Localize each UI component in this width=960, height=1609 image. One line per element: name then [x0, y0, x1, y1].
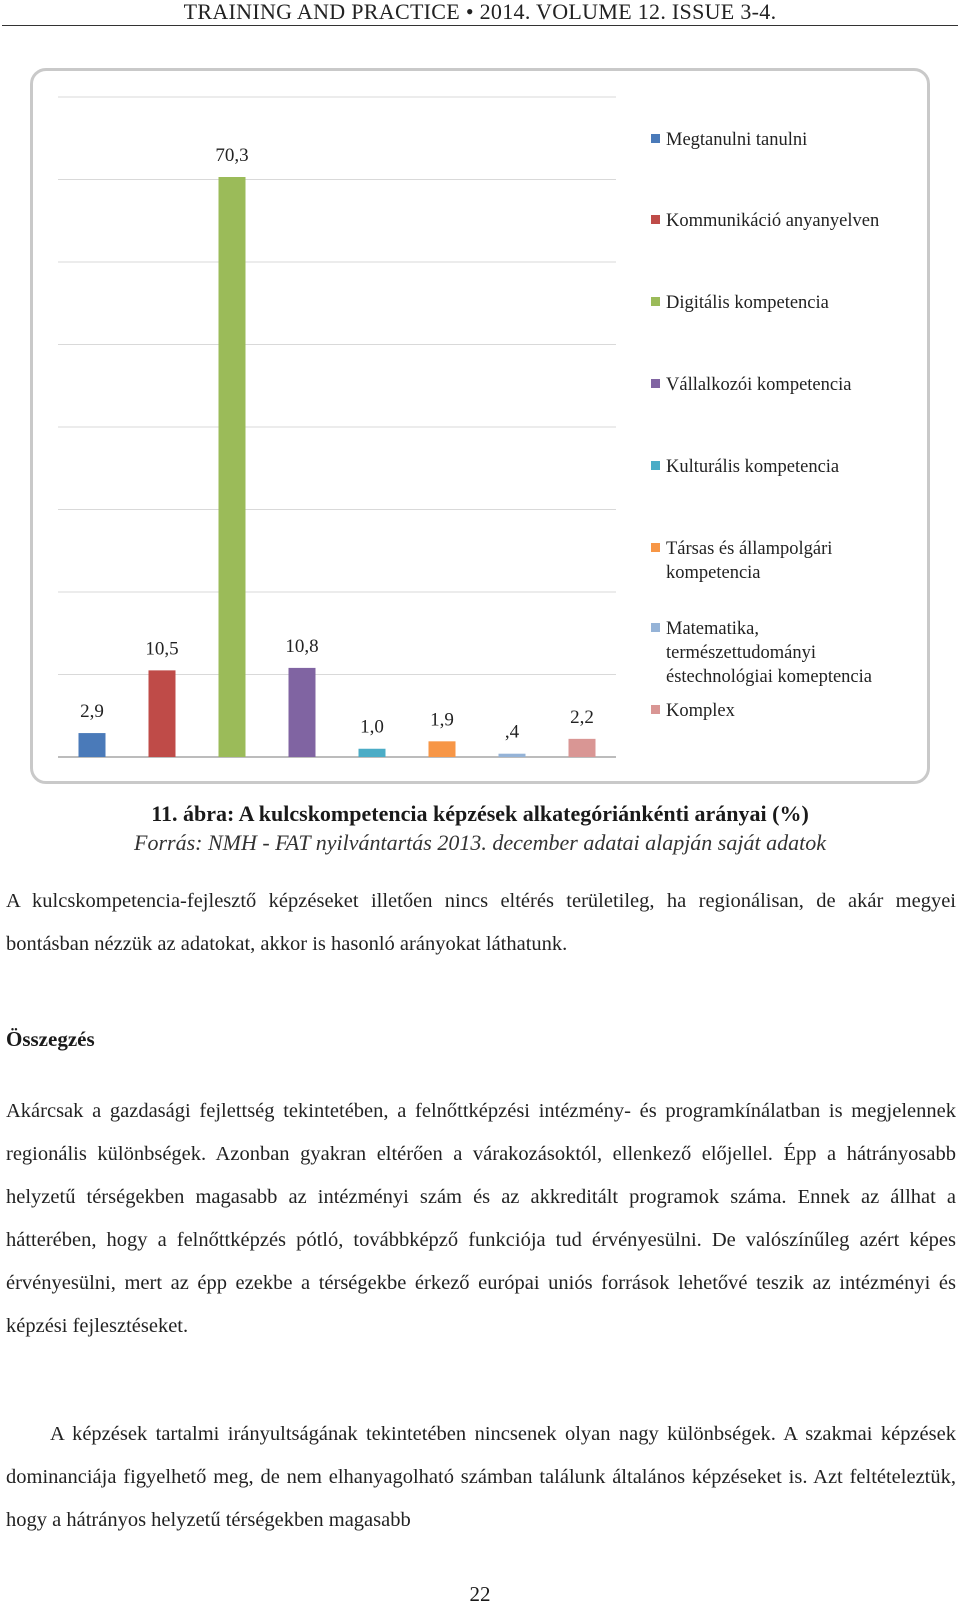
legend-label: természettudományi: [666, 643, 817, 663]
data-label: 1,9: [430, 709, 454, 731]
legend-label: Megtanulni tanulni: [666, 130, 808, 150]
legend-label: Matematika,: [666, 619, 759, 639]
bar: [359, 749, 386, 757]
legend-label: Vállalkozói kompetencia: [666, 375, 852, 395]
bar-chart: [0, 0, 960, 800]
bar: [219, 177, 246, 757]
data-label: 70,3: [215, 145, 249, 166]
legend-label: Kulturális kompetencia: [666, 457, 840, 477]
bar: [79, 733, 106, 757]
page-number: 22: [469, 1582, 491, 1606]
data-label: 10,8: [285, 635, 319, 657]
legend-swatch: [651, 461, 660, 470]
legend-swatch: [651, 134, 660, 143]
data-label: ,4: [504, 721, 520, 743]
section-heading: Összegzés: [6, 1027, 95, 1051]
bar: [149, 670, 176, 757]
paragraph-2: Akárcsak a gazdasági fejlettség tekintetében, a felnőttképzési intézmény- és programkínálatban is megjelennek regionális különbségek. Azonban gyakran eltérően a várakozásoktól, ellenkező előjellel. Épp a hátrányosabb helyzetű térségekben magasabb az intézményi szám és az akkreditált programok száma. Ennek az állhat a hátterében, hogy a felnőttképzés pótló, továbbképző funkciója tud érvényesülni. De valószínűleg azért képes érvényesülni, mert az épp ezekbe a térségekbe érkező európai uniós források lehetővé teszik az intézményi és képzési fejlesztéseket.: [6, 1100, 956, 1337]
legend-label: Komplex: [666, 701, 735, 721]
legend-swatch: [651, 705, 660, 714]
legend-swatch: [651, 379, 660, 388]
bar: [499, 754, 526, 757]
running-header: TRAINING AND PRACTICE • 2014. VOLUME 12. ISSUE 3-4.: [183, 0, 777, 24]
data-label: 10,5: [145, 638, 179, 660]
paragraph-3: A képzések tartalmi irányultságának tekintetében nincsenek olyan nagy különbségek. A szakmai képzések dominanciája figyelhető meg, de nem elhanyagolható számban találunk általános képzéseket is. Azt feltételeztük, hogy a hátrányos helyzetű térségekben magasabb: [6, 1423, 956, 1531]
legend-swatch: [651, 623, 660, 632]
legend-label: Társas és állampolgári: [666, 539, 833, 559]
legend-label: Digitális kompetencia: [666, 293, 829, 313]
legend-swatch: [651, 215, 660, 224]
legend-label: kompetencia: [666, 563, 761, 583]
legend-swatch: [651, 297, 660, 306]
paragraph-1: A kulcskompetencia-fejlesztő képzéseket illetően nincs eltérés területileg, ha regionálisan, de akár megyei bontásban nézzük az adatokat, akkor is hasonló arányokat láthatunk.: [6, 890, 956, 955]
legend-label: Kommunikáció anyanyelven: [666, 211, 880, 231]
bar: [289, 668, 316, 757]
figure-source: Forrás: NMH - FAT nyilvántartás 2013. december adatai alapján saját adatok: [134, 830, 826, 855]
legend-label: éstechnológiai komeptencia: [666, 667, 872, 687]
legend-swatch: [651, 543, 660, 552]
figure-caption: 11. ábra: A kulcskompetencia képzések alkategóriánkénti arányai (%): [151, 801, 809, 826]
data-label: 2,2: [570, 706, 594, 728]
data-label: 1,0: [360, 716, 384, 738]
data-label: 2,9: [80, 701, 104, 723]
bar: [429, 741, 456, 757]
bar: [569, 739, 596, 757]
